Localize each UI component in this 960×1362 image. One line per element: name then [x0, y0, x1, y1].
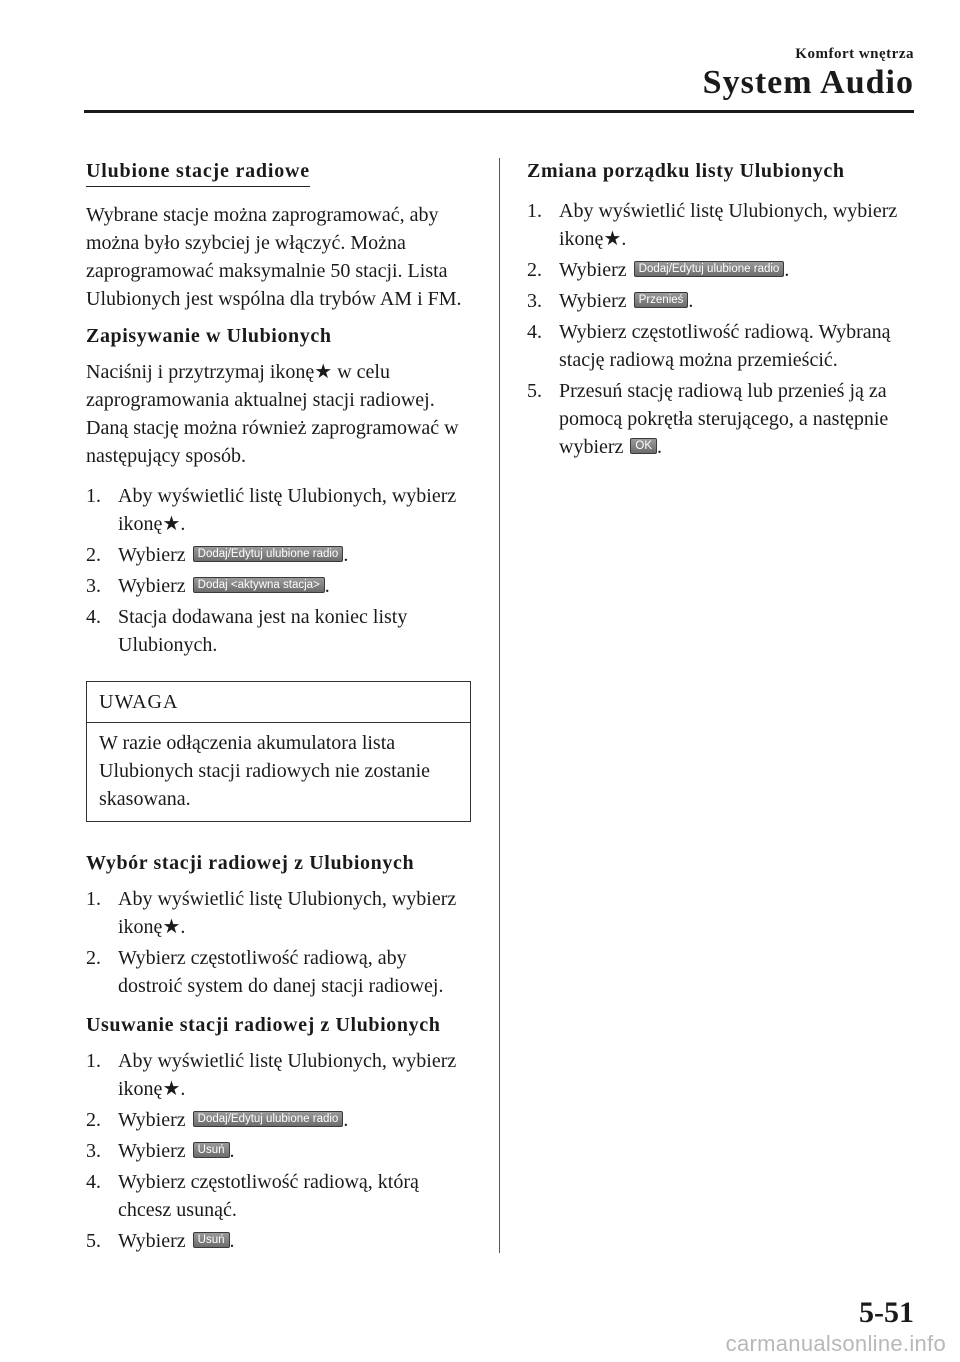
header-section-label: Komfort wnętrza: [795, 46, 914, 62]
step-period: .: [343, 1109, 349, 1131]
move-button[interactable]: Przenieś: [634, 292, 689, 308]
note-title: UWAGA: [87, 682, 470, 723]
save-steps: [86, 482, 471, 659]
step-period: .: [324, 575, 330, 597]
select-heading: Wybór stacji radiowej z Ulubionych: [86, 852, 415, 874]
header-title: System Audio: [702, 64, 914, 101]
list-item: [527, 377, 917, 461]
reorder-heading: Zmiana porządku listy Ulubionych: [527, 160, 845, 182]
add-edit-favorites-button[interactable]: Dodaj/Edytuj ulubione radio: [193, 1111, 344, 1127]
step-text: Wybierz: [118, 575, 186, 597]
step-text: Wybierz: [118, 544, 186, 566]
list-item: [86, 541, 471, 569]
list-item: [86, 1047, 471, 1103]
list-item: [86, 885, 471, 941]
list-item: [86, 482, 471, 538]
step-text: Wybierz częstotliwość radiową. Wybraną stację radiową można przemieścić.: [559, 321, 891, 371]
step-number: 4.: [527, 321, 542, 343]
step-number: 5.: [527, 380, 542, 402]
step-period: .: [180, 513, 186, 535]
star-icon: ★: [314, 359, 333, 383]
step-number: 1.: [86, 485, 101, 507]
list-item: [527, 318, 917, 374]
left-column: [86, 160, 471, 1269]
step-number: 4.: [86, 1171, 101, 1193]
list-item: [86, 1137, 471, 1165]
step-number: 3.: [86, 575, 101, 597]
step-text: Wybierz: [118, 1109, 186, 1131]
step-period: .: [343, 544, 349, 566]
star-icon: ★: [162, 914, 181, 938]
step-number: 2.: [86, 544, 101, 566]
step-number: 2.: [527, 259, 542, 281]
step-period: .: [784, 259, 790, 281]
step-text: Wybierz: [559, 259, 627, 281]
step-number: 2.: [86, 947, 101, 969]
save-heading: Zapisywanie w Ulubionych: [86, 325, 332, 347]
step-text: Wybierz częstotliwość radiową, którą chcesz usunąć.: [118, 1171, 419, 1221]
step-text: Stacja dodawana jest na koniec listy Ulubionych.: [118, 606, 408, 656]
add-active-station-button[interactable]: Dodaj <aktywna stacja>: [193, 577, 325, 593]
step-number: 1.: [527, 200, 542, 222]
save-intro: [86, 358, 471, 470]
watermark: carmanualsonline.info: [725, 1331, 946, 1356]
delete-button[interactable]: Usuń: [193, 1232, 230, 1248]
star-icon: ★: [603, 226, 622, 250]
step-text: Aby wyświetlić listę Ulubionych, wybierz ikonę: [118, 1050, 457, 1100]
list-item: [527, 197, 917, 253]
step-period: .: [229, 1230, 235, 1252]
list-item: [86, 1106, 471, 1134]
step-number: 1.: [86, 888, 101, 910]
select-steps: [86, 885, 471, 1000]
save-intro-part-b: w celu zaprogramowania aktualnej stacji radiowej. Daną stację można również zaprogramować w następujący sposób.: [86, 361, 459, 467]
step-number: 3.: [86, 1140, 101, 1162]
note-body: W razie odłączenia akumulatora lista Ulubionych stacji radiowych nie zostanie skasowana.: [99, 732, 431, 810]
save-intro-part-a: Naciśnij i przytrzymaj ikonę: [86, 361, 315, 383]
page-number: 5-51: [859, 1296, 914, 1329]
step-text: Aby wyświetlić listę Ulubionych, wybierz ikonę: [118, 888, 457, 938]
delete-button[interactable]: Usuń: [193, 1142, 230, 1158]
step-period: .: [621, 228, 627, 250]
step-number: 5.: [86, 1230, 101, 1252]
note-box: [86, 681, 471, 822]
list-item: [527, 287, 917, 315]
list-item: [86, 944, 471, 1000]
delete-heading: Usuwanie stacji radiowej z Ulubionych: [86, 1014, 441, 1036]
list-item: [86, 1227, 471, 1255]
step-period: .: [180, 916, 186, 938]
list-item: [86, 603, 471, 659]
step-number: 3.: [527, 290, 542, 312]
step-text: Wybierz częstotliwość radiową, aby dostroić system do danej stacji radiowej.: [118, 947, 444, 997]
ok-button[interactable]: OK: [630, 438, 657, 454]
step-number: 1.: [86, 1050, 101, 1072]
step-text: Aby wyświetlić listę Ulubionych, wybierz ikonę: [118, 485, 457, 535]
step-text: Wybierz: [559, 290, 627, 312]
step-number: 4.: [86, 606, 101, 628]
header-rule: [84, 110, 914, 113]
list-item: [86, 1168, 471, 1224]
step-number: 2.: [86, 1109, 101, 1131]
favorites-heading: Ulubione stacje radiowe: [86, 160, 310, 187]
star-icon: ★: [162, 1076, 181, 1100]
add-edit-favorites-button[interactable]: Dodaj/Edytuj ulubione radio: [193, 546, 344, 562]
reorder-steps: [527, 197, 917, 461]
column-divider: [499, 158, 500, 1253]
star-icon: ★: [162, 511, 181, 535]
favorites-intro: Wybrane stacje można zaprogramować, aby można było szybciej je włączyć. Można zaprogramować maksymalnie 50 stacji. Lista Ulubionych jest wspólna dla trybów AM i FM.: [86, 204, 462, 310]
step-text: Wybierz: [118, 1140, 186, 1162]
step-text: Wybierz: [118, 1230, 186, 1252]
step-period: .: [229, 1140, 235, 1162]
step-text: Przesuń stację radiową lub przenieś ją za pomocą pokrętła sterującego, a następnie wybierz: [559, 380, 889, 458]
step-period: .: [657, 436, 663, 458]
list-item: [527, 256, 917, 284]
right-column: [527, 160, 917, 475]
add-edit-favorites-button[interactable]: Dodaj/Edytuj ulubione radio: [634, 261, 785, 277]
step-period: .: [180, 1078, 186, 1100]
delete-steps: [86, 1047, 471, 1255]
step-text: Aby wyświetlić listę Ulubionych, wybierz ikonę: [559, 200, 898, 250]
list-item: [86, 572, 471, 600]
step-period: .: [688, 290, 694, 312]
